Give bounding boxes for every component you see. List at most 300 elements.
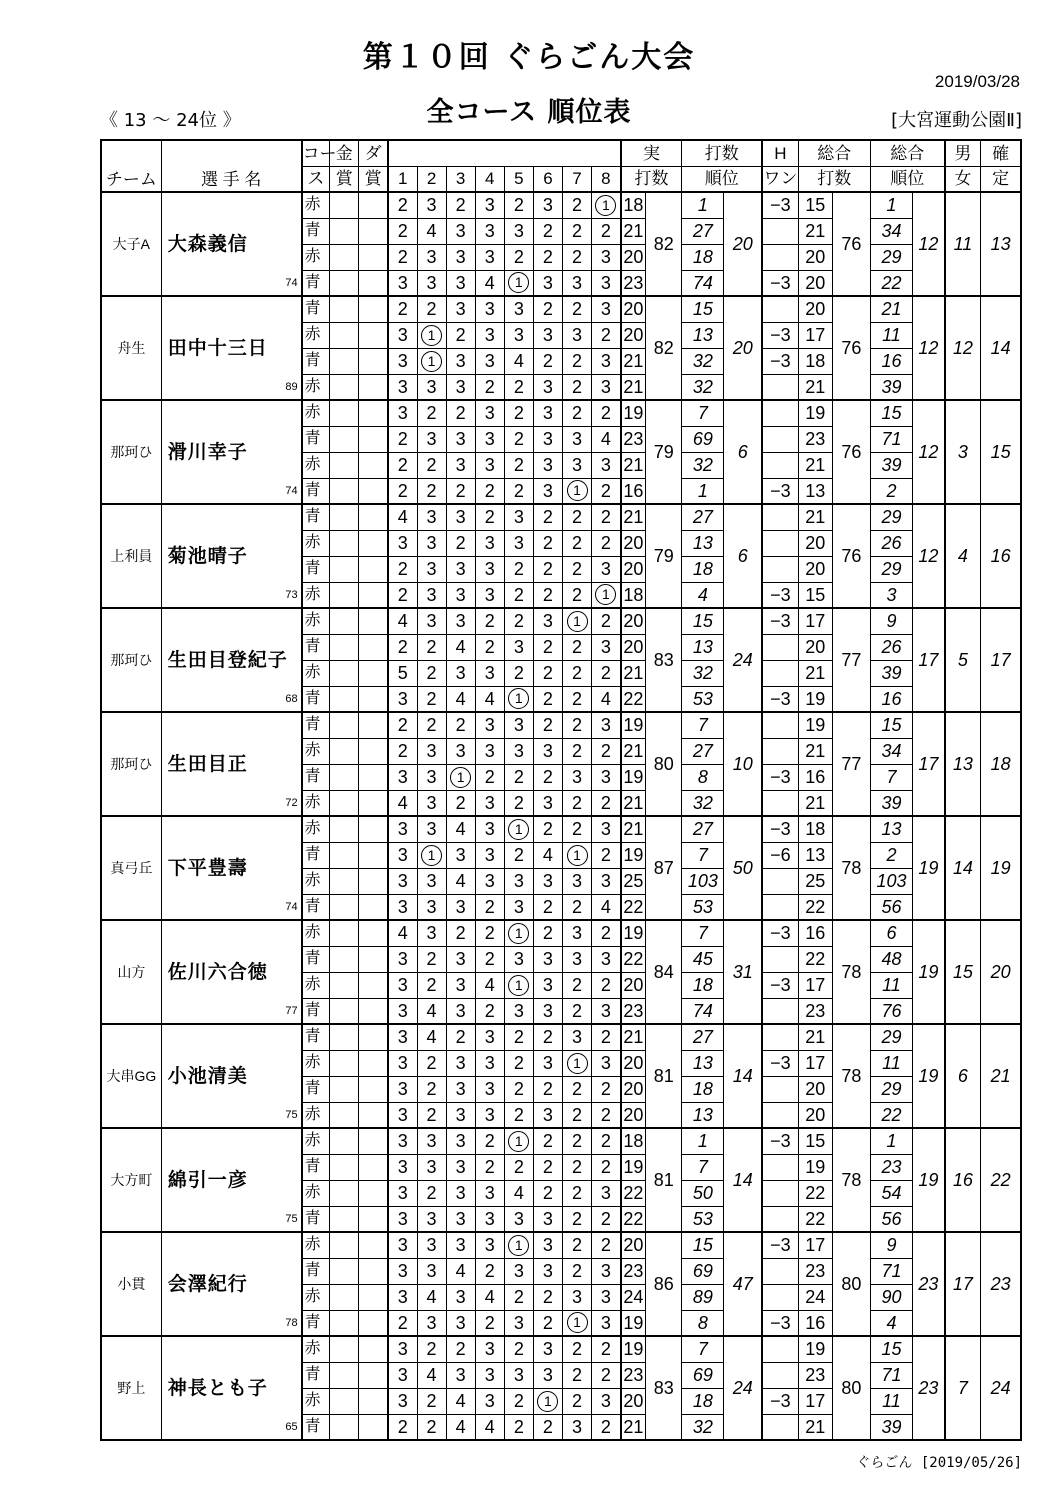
hole-cell: 2 [417, 712, 446, 738]
hole-cell: 2 [504, 452, 533, 478]
hole-cell: 2 [504, 1076, 533, 1102]
round-total-rank-cell: 71 [870, 426, 912, 452]
gender-rank-cell: 6 [945, 1024, 981, 1128]
hole-cell: 2 [533, 1180, 562, 1206]
hole-in-one-mark: 1 [537, 1391, 558, 1412]
hole-in-one-bonus-cell [762, 1284, 798, 1310]
hole-in-one-mark: 1 [567, 1312, 588, 1333]
hole-cell: 3 [504, 1362, 533, 1388]
stroke-rank-cell: 6 [724, 504, 762, 608]
hole-cell: 4 [475, 270, 504, 296]
hole-cell: 2 [592, 1024, 621, 1050]
hole-cell: 2 [533, 894, 562, 920]
round-total-cell: 21 [621, 1024, 646, 1050]
hole-cell: 3 [446, 1310, 475, 1336]
hole-cell: 3 [475, 660, 504, 686]
hole-cell [417, 842, 446, 868]
total-strokes-cell: 76 [832, 192, 870, 296]
header-hw-top: H [762, 140, 798, 166]
hole-cell: 2 [475, 946, 504, 972]
round-rank-cell: 74 [682, 998, 724, 1024]
hole-cell: 3 [388, 270, 417, 296]
round-total-rank-cell: 9 [870, 1232, 912, 1258]
hole-in-one-mark: 1 [508, 923, 529, 944]
hole-in-one-bonus-cell [762, 530, 798, 556]
round-adjusted-total-cell: 17 [798, 322, 832, 348]
hole-cell: 4 [533, 842, 562, 868]
round-total-cell: 21 [621, 660, 646, 686]
hole-cell: 3 [388, 1284, 417, 1310]
hole-cell: 2 [562, 634, 591, 660]
round-adjusted-total-cell: 20 [798, 296, 832, 322]
hole-cell: 3 [446, 218, 475, 244]
round-total-rank-cell: 15 [870, 400, 912, 426]
hole-in-one-bonus-cell: −3 [762, 192, 798, 218]
da-cell [359, 1232, 388, 1258]
gold-cell [330, 894, 359, 920]
hole-cell: 3 [592, 1310, 621, 1336]
hole-cell: 2 [562, 1206, 591, 1232]
gold-cell [330, 998, 359, 1024]
round-adjusted-total-cell: 22 [798, 1206, 832, 1232]
round-total-cell: 21 [621, 218, 646, 244]
gender-rank-cell: 13 [945, 712, 981, 816]
round-rank-cell: 32 [682, 790, 724, 816]
hole-cell: 3 [446, 1076, 475, 1102]
hole-cell: 2 [504, 1050, 533, 1076]
stroke-rank-cell: 24 [724, 1336, 762, 1440]
round-adjusted-total-cell: 19 [798, 400, 832, 426]
hole-cell: 3 [446, 244, 475, 270]
stroke-rank-cell: 31 [724, 920, 762, 1024]
round-adjusted-total-cell: 17 [798, 1050, 832, 1076]
hole-cell: 2 [475, 894, 504, 920]
hole-cell: 3 [388, 1258, 417, 1284]
round-total-rank-cell: 54 [870, 1180, 912, 1206]
course-cell: 赤 [302, 1180, 330, 1206]
hole-cell: 2 [417, 452, 446, 478]
hole-cell: 3 [504, 296, 533, 322]
hole-in-one-bonus-cell: −3 [762, 816, 798, 842]
hole-cell: 2 [504, 582, 533, 608]
gold-cell [330, 1310, 359, 1336]
real-strokes-cell: 79 [646, 504, 682, 608]
round-rank-cell: 18 [682, 1076, 724, 1102]
hole-cell [504, 270, 533, 296]
hole-in-one-mark: 1 [567, 611, 588, 632]
hole-cell: 2 [533, 348, 562, 374]
hole-cell: 2 [504, 374, 533, 400]
da-cell [359, 1336, 388, 1362]
hole-cell: 3 [388, 868, 417, 894]
hole-cell: 3 [533, 426, 562, 452]
hole-in-one-bonus-cell [762, 1258, 798, 1284]
hole-cell: 3 [446, 1050, 475, 1076]
course-cell: 青 [302, 296, 330, 322]
round-total-cell: 23 [621, 1362, 646, 1388]
team-cell: 大子A [101, 192, 161, 296]
hole-cell: 2 [533, 1414, 562, 1440]
header-final-top: 確 [981, 140, 1021, 166]
hole-cell: 3 [446, 608, 475, 634]
hole-in-one-bonus-cell [762, 660, 798, 686]
round-adjusted-total-cell: 13 [798, 842, 832, 868]
gold-cell [330, 556, 359, 582]
hole-cell: 4 [417, 1284, 446, 1310]
final-rank-cell: 17 [981, 608, 1021, 712]
hole-cell: 2 [562, 582, 591, 608]
real-strokes-cell: 82 [646, 192, 682, 296]
hole-cell: 2 [417, 1050, 446, 1076]
hole-in-one-bonus-cell [762, 790, 798, 816]
player-age: 78 [285, 1317, 298, 1329]
round-rank-cell: 15 [682, 608, 724, 634]
hole-in-one-bonus-cell: −3 [762, 1310, 798, 1336]
round-total-rank-cell: 1 [870, 1128, 912, 1154]
hole-cell: 2 [562, 998, 591, 1024]
hole-cell: 2 [504, 1388, 533, 1414]
hole-in-one-bonus-cell [762, 374, 798, 400]
hole-cell: 2 [533, 1024, 562, 1050]
header-hole: 1 [388, 166, 417, 192]
round-rank-cell: 74 [682, 270, 724, 296]
hole-cell: 3 [446, 894, 475, 920]
hole-in-one-bonus-cell [762, 1206, 798, 1232]
hole-in-one-bonus-cell: −3 [762, 348, 798, 374]
gold-cell [330, 218, 359, 244]
round-adjusted-total-cell: 18 [798, 816, 832, 842]
hole-cell: 4 [388, 504, 417, 530]
da-cell [359, 426, 388, 452]
hole-in-one-bonus-cell [762, 1154, 798, 1180]
hole-in-one-mark: 1 [508, 1131, 529, 1152]
hole-cell: 3 [533, 868, 562, 894]
hole-cell: 2 [504, 1102, 533, 1128]
round-rank-cell: 27 [682, 816, 724, 842]
real-strokes-cell: 80 [646, 712, 682, 816]
hole-cell: 2 [475, 998, 504, 1024]
hole-cell: 3 [562, 270, 591, 296]
hole-cell: 3 [592, 348, 621, 374]
player-name: 神長とも子 [167, 1377, 268, 1399]
gold-cell [330, 868, 359, 894]
hole-cell: 3 [417, 1206, 446, 1232]
gold-cell [330, 1336, 359, 1362]
round-rank-cell: 7 [682, 400, 724, 426]
gender-rank-cell: 12 [945, 296, 981, 400]
round-rank-cell: 27 [682, 738, 724, 764]
course-cell: 青 [302, 1154, 330, 1180]
round-adjusted-total-cell: 21 [798, 1414, 832, 1440]
hole-cell: 2 [562, 1128, 591, 1154]
round-total-cell: 20 [621, 296, 646, 322]
round-rank-cell: 7 [682, 1336, 724, 1362]
course-cell: 赤 [302, 1102, 330, 1128]
hole-in-one-bonus-cell [762, 1024, 798, 1050]
round-adjusted-total-cell: 16 [798, 764, 832, 790]
hole-cell: 3 [417, 894, 446, 920]
team-cell: 那珂ひ [101, 400, 161, 504]
round-total-cell: 19 [621, 1310, 646, 1336]
hole-cell [504, 972, 533, 998]
hole-cell: 3 [562, 946, 591, 972]
hole-in-one-mark: 1 [567, 1053, 588, 1074]
hole-cell: 3 [592, 1258, 621, 1284]
hole-cell: 3 [446, 1284, 475, 1310]
round-adjusted-total-cell: 21 [798, 504, 832, 530]
hole-cell: 3 [562, 322, 591, 348]
total-rank-cell: 12 [913, 400, 945, 504]
hole-cell [562, 1310, 591, 1336]
hole-cell: 2 [504, 790, 533, 816]
da-cell [359, 920, 388, 946]
round-total-rank-cell: 22 [870, 1102, 912, 1128]
hole-cell: 3 [417, 738, 446, 764]
round-total-cell: 21 [621, 348, 646, 374]
hole-in-one-bonus-cell [762, 712, 798, 738]
total-strokes-cell: 77 [832, 608, 870, 712]
da-cell [359, 790, 388, 816]
team-cell: 真弓丘 [101, 816, 161, 920]
da-cell [359, 686, 388, 712]
hole-in-one-bonus-cell [762, 1102, 798, 1128]
gold-cell [330, 400, 359, 426]
round-rank-cell: 18 [682, 1388, 724, 1414]
hole-cell: 2 [562, 504, 591, 530]
gender-rank-cell: 15 [945, 920, 981, 1024]
hole-cell: 3 [417, 1232, 446, 1258]
total-strokes-cell: 76 [832, 296, 870, 400]
round-total-cell: 21 [621, 1414, 646, 1440]
team-cell: 上利員 [101, 504, 161, 608]
player-age: 75 [285, 1109, 298, 1121]
hole-cell [446, 764, 475, 790]
hole-in-one-mark: 1 [567, 845, 588, 866]
round-rank-cell: 103 [682, 868, 724, 894]
hole-cell: 3 [475, 790, 504, 816]
hole-cell: 2 [446, 192, 475, 218]
final-rank-cell: 14 [981, 296, 1021, 400]
hole-cell: 2 [592, 1232, 621, 1258]
hole-cell: 2 [562, 1258, 591, 1284]
total-strokes-cell: 76 [832, 400, 870, 504]
da-cell [359, 1024, 388, 1050]
team-cell: 山方 [101, 920, 161, 1024]
table-row [101, 1128, 1021, 1154]
course-cell: 青 [302, 1206, 330, 1232]
hole-cell: 2 [592, 218, 621, 244]
gold-cell [330, 1284, 359, 1310]
hole-cell: 3 [504, 868, 533, 894]
hole-cell: 2 [388, 582, 417, 608]
hole-cell: 2 [533, 1154, 562, 1180]
hole-cell: 3 [475, 1102, 504, 1128]
hole-cell: 2 [533, 712, 562, 738]
hole-cell: 3 [533, 270, 562, 296]
round-rank-cell: 7 [682, 1154, 724, 1180]
hole-cell: 2 [562, 660, 591, 686]
hole-cell: 3 [446, 998, 475, 1024]
final-rank-cell: 23 [981, 1232, 1021, 1336]
hole-cell: 3 [592, 1050, 621, 1076]
round-adjusted-total-cell: 16 [798, 1310, 832, 1336]
hole-in-one-bonus-cell [762, 634, 798, 660]
player-name: 菊池晴子 [167, 545, 248, 567]
round-total-cell: 23 [621, 426, 646, 452]
hole-cell: 2 [388, 1310, 417, 1336]
hole-cell: 4 [592, 894, 621, 920]
round-rank-cell: 69 [682, 1258, 724, 1284]
hole-cell: 4 [475, 972, 504, 998]
round-adjusted-total-cell: 22 [798, 1180, 832, 1206]
round-rank-cell: 15 [682, 296, 724, 322]
hole-cell: 3 [446, 348, 475, 374]
hole-cell: 2 [562, 296, 591, 322]
total-strokes-cell: 78 [832, 920, 870, 1024]
course-cell: 青 [302, 218, 330, 244]
round-total-rank-cell: 103 [870, 868, 912, 894]
da-cell [359, 712, 388, 738]
hole-cell: 2 [592, 478, 621, 504]
round-rank-cell: 1 [682, 192, 724, 218]
hole-cell: 2 [562, 192, 591, 218]
hole-cell: 3 [475, 816, 504, 842]
player-age: 68 [285, 693, 298, 705]
round-total-cell: 22 [621, 1180, 646, 1206]
hole-cell: 3 [504, 1310, 533, 1336]
da-cell [359, 1310, 388, 1336]
hole-cell: 3 [475, 1180, 504, 1206]
hole-in-one-bonus-cell: −3 [762, 322, 798, 348]
final-rank-cell: 13 [981, 192, 1021, 296]
hole-cell: 2 [592, 400, 621, 426]
gender-rank-cell: 5 [945, 608, 981, 712]
round-total-cell: 20 [621, 972, 646, 998]
round-rank-cell: 89 [682, 1284, 724, 1310]
round-adjusted-total-cell: 23 [798, 426, 832, 452]
course-cell: 赤 [302, 1232, 330, 1258]
hole-cell: 3 [388, 1388, 417, 1414]
round-total-cell: 20 [621, 1388, 646, 1414]
table-row [101, 920, 1021, 946]
hole-in-one-mark: 1 [450, 767, 471, 788]
hole-in-one-bonus-cell: −3 [762, 608, 798, 634]
stroke-rank-cell: 20 [724, 192, 762, 296]
hole-cell: 5 [388, 660, 417, 686]
round-rank-cell: 32 [682, 348, 724, 374]
round-total-rank-cell: 16 [870, 348, 912, 374]
round-total-rank-cell: 29 [870, 244, 912, 270]
hole-cell: 3 [533, 946, 562, 972]
hole-cell: 4 [388, 920, 417, 946]
header-hole: 2 [417, 166, 446, 192]
hole-cell: 3 [592, 244, 621, 270]
round-adjusted-total-cell: 20 [798, 556, 832, 582]
gender-rank-cell: 14 [945, 816, 981, 920]
da-cell [359, 452, 388, 478]
hole-cell: 3 [446, 1128, 475, 1154]
hole-cell: 3 [417, 374, 446, 400]
hole-cell: 2 [475, 1310, 504, 1336]
real-strokes-cell: 79 [646, 400, 682, 504]
hole-in-one-bonus-cell [762, 504, 798, 530]
header-da-bottom: 賞 [359, 166, 388, 192]
hole-cell: 3 [417, 1154, 446, 1180]
round-total-rank-cell: 71 [870, 1258, 912, 1284]
hole-cell: 4 [446, 686, 475, 712]
da-cell [359, 556, 388, 582]
player-name: 綿引一彦 [167, 1169, 248, 1191]
hole-cell: 2 [417, 296, 446, 322]
hole-cell: 2 [388, 634, 417, 660]
player-cell [161, 608, 301, 712]
table-row [101, 504, 1021, 530]
hole-cell: 4 [417, 218, 446, 244]
gold-cell [330, 1362, 359, 1388]
hole-cell: 2 [417, 972, 446, 998]
total-rank-cell: 17 [913, 712, 945, 816]
player-cell [161, 1024, 301, 1128]
hole-in-one-bonus-cell: −3 [762, 478, 798, 504]
course-cell: 青 [302, 348, 330, 374]
hole-in-one-bonus-cell: −3 [762, 270, 798, 296]
hole-cell: 3 [562, 426, 591, 452]
player-name: 会澤紀行 [167, 1273, 248, 1295]
hole-cell: 3 [533, 400, 562, 426]
hole-cell: 2 [592, 504, 621, 530]
gold-cell [330, 608, 359, 634]
round-adjusted-total-cell: 13 [798, 478, 832, 504]
total-rank-cell: 19 [913, 920, 945, 1024]
hole-cell: 2 [504, 842, 533, 868]
gender-rank-cell: 16 [945, 1128, 981, 1232]
course-cell: 赤 [302, 972, 330, 998]
hole-cell: 3 [504, 946, 533, 972]
round-total-rank-cell: 7 [870, 764, 912, 790]
da-cell [359, 1102, 388, 1128]
gold-cell [330, 634, 359, 660]
round-total-cell: 20 [621, 1102, 646, 1128]
final-rank-cell: 18 [981, 712, 1021, 816]
hole-cell: 3 [533, 478, 562, 504]
hole-in-one-mark: 1 [595, 584, 616, 605]
round-total-cell: 19 [621, 1336, 646, 1362]
round-adjusted-total-cell: 21 [798, 1024, 832, 1050]
hole-cell: 2 [592, 972, 621, 998]
hole-cell: 3 [592, 946, 621, 972]
round-total-cell: 23 [621, 1258, 646, 1284]
hole-cell [417, 348, 446, 374]
player-age: 72 [285, 797, 298, 809]
real-strokes-cell: 83 [646, 608, 682, 712]
round-total-rank-cell: 11 [870, 1050, 912, 1076]
header-team: チーム [101, 140, 161, 192]
hole-cell: 2 [562, 374, 591, 400]
course-cell: 青 [302, 1362, 330, 1388]
hole-cell: 3 [533, 1050, 562, 1076]
gold-cell [330, 348, 359, 374]
hole-cell [417, 322, 446, 348]
hole-cell: 2 [592, 738, 621, 764]
hole-cell: 3 [475, 1050, 504, 1076]
hole-cell: 4 [446, 634, 475, 660]
course-cell: 青 [302, 842, 330, 868]
hole-cell: 3 [417, 608, 446, 634]
hole-cell: 2 [562, 816, 591, 842]
hole-cell: 3 [475, 400, 504, 426]
header-hole: 3 [446, 166, 475, 192]
round-total-cell: 18 [621, 1128, 646, 1154]
